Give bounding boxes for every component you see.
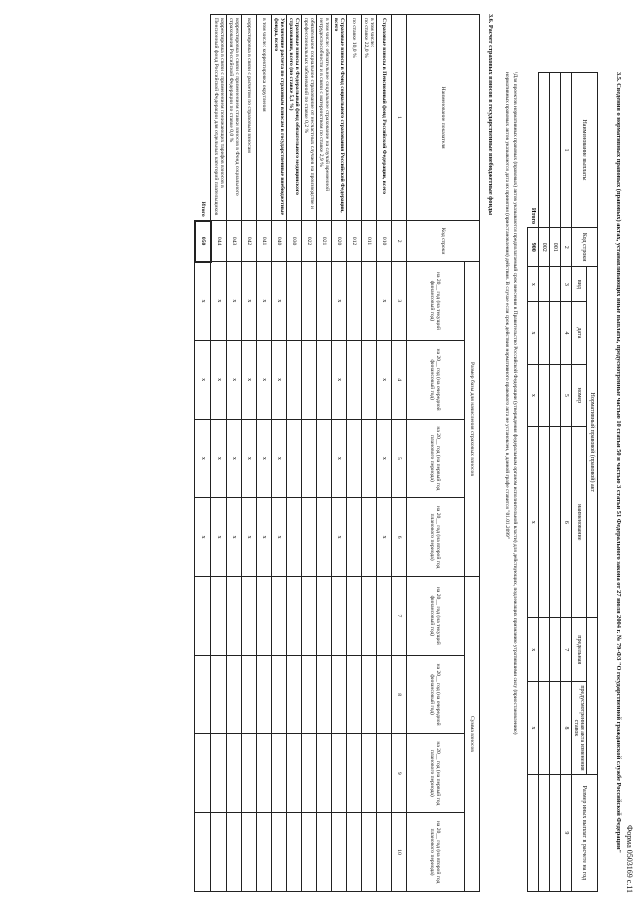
period-current: на 20__ год (на текущий финансовый год) xyxy=(407,576,465,655)
cell xyxy=(317,655,332,734)
cell xyxy=(362,655,377,734)
cell xyxy=(211,813,227,892)
cell xyxy=(332,813,347,892)
col-num: 10 xyxy=(392,813,407,892)
x-mark: x xyxy=(272,340,287,419)
col-num: 4 xyxy=(392,340,407,419)
period-second: на 20__ год (на второй год планового периода) xyxy=(407,498,465,577)
col-num: 4 xyxy=(561,302,572,364)
cell xyxy=(227,813,242,892)
total-row xyxy=(195,15,211,892)
x-mark: x xyxy=(332,419,347,498)
cell xyxy=(377,655,392,734)
x-mark: x xyxy=(377,419,392,498)
cell xyxy=(287,419,302,498)
col-num: 6 xyxy=(561,427,572,618)
row-label: в том числе: по ставке 22,0 % xyxy=(362,15,377,221)
cell xyxy=(242,655,257,734)
section-3-5-title: 3.5. Сведения о нормативных правовых (правовых) актах, устанавливающих иные выплаты, предусмотренные частью 10 статьи 50 и частью 3 статьи 51 Федерального закона от 27 июля 2004 г. № 79-ФЗ "О государственной гражданской службе Российской Федерации" xyxy=(615,72,622,854)
row-code: 012 xyxy=(347,221,362,262)
x-mark: x xyxy=(242,340,257,419)
cell xyxy=(211,655,227,734)
col-num: 2 xyxy=(392,221,407,262)
row-sublabel: по ставке 22,0 % xyxy=(363,18,369,58)
cell xyxy=(317,262,332,341)
row-label: в том числе: обязательное социальное страхование на случай временной нетрудоспособности и в связи с материнством по ставке 2,9 % xyxy=(317,15,332,221)
cell xyxy=(227,576,242,655)
table-3-6 xyxy=(194,14,480,892)
total-row xyxy=(528,73,539,892)
cell xyxy=(195,655,211,734)
cell xyxy=(272,576,287,655)
cell xyxy=(550,682,561,775)
row-code: 041 xyxy=(257,221,272,262)
cell xyxy=(362,734,377,813)
cell xyxy=(317,498,332,577)
table-row xyxy=(242,15,257,892)
row-code: 044 xyxy=(211,221,227,262)
x-mark: x xyxy=(332,340,347,419)
cell xyxy=(302,813,317,892)
cell xyxy=(317,576,332,655)
row-label: Страховые взносы в Федеральный фонд обязательного медицинского страхования, всего (по ставке 5,1 %) xyxy=(287,15,302,221)
x-mark: x xyxy=(528,682,539,775)
col-num: 8 xyxy=(561,682,572,775)
col-header-code: Код строки xyxy=(407,221,480,262)
total-code: 900 xyxy=(528,228,539,267)
x-mark: x xyxy=(211,262,227,341)
x-mark: x xyxy=(528,302,539,364)
x-mark: x xyxy=(332,498,347,577)
cell xyxy=(539,364,550,427)
cell xyxy=(362,813,377,892)
cell xyxy=(242,813,257,892)
col-header-limit: предельная xyxy=(572,618,587,682)
period-next: на 20__ год (на очередной финансовый год) xyxy=(407,340,465,419)
cell xyxy=(539,267,550,302)
table-row xyxy=(211,15,227,892)
cell-code: 002 xyxy=(539,228,550,267)
cell xyxy=(347,576,362,655)
cell xyxy=(302,419,317,498)
cell xyxy=(287,655,302,734)
table-row xyxy=(257,15,272,892)
cell xyxy=(347,655,362,734)
row-label: обязательное социальное страхование от несчастных случаев на производстве и профессиональных заболеваний по ставке 0,2 % xyxy=(302,15,317,221)
cell xyxy=(242,734,257,813)
col-num: 2 xyxy=(561,228,572,267)
x-mark: x xyxy=(528,267,539,302)
table-row xyxy=(332,15,347,892)
cell xyxy=(550,618,561,682)
row-code: 010 xyxy=(377,221,392,262)
form-code: Форма 0503169 с.11 xyxy=(625,824,634,893)
cell xyxy=(257,734,272,813)
row-code: 043 xyxy=(227,221,242,262)
cell xyxy=(332,576,347,655)
cell xyxy=(272,813,287,892)
x-mark: x xyxy=(332,262,347,341)
cell xyxy=(211,576,227,655)
col-header-sum: Сумма взносов xyxy=(465,576,480,891)
cell xyxy=(539,302,550,364)
x-mark: x xyxy=(528,364,539,427)
period-first: на 20__ год (на первый год планового периода) xyxy=(407,734,465,813)
cell xyxy=(257,576,272,655)
table-row xyxy=(302,15,317,892)
col-num: 6 xyxy=(392,498,407,577)
col-header-num: номер xyxy=(572,364,587,427)
cell xyxy=(332,655,347,734)
column-number-row xyxy=(561,73,572,892)
cell xyxy=(347,340,362,419)
cell xyxy=(242,576,257,655)
cell xyxy=(287,262,302,341)
table-3-5 xyxy=(527,72,598,892)
cell-code: 001 xyxy=(550,228,561,267)
cell xyxy=(257,655,272,734)
total-label: Итого xyxy=(199,201,206,217)
x-mark: x xyxy=(195,340,211,419)
cell xyxy=(377,734,392,813)
row-code: 020 xyxy=(332,221,347,262)
cell xyxy=(302,655,317,734)
row-code: 022 xyxy=(302,221,317,262)
cell xyxy=(287,813,302,892)
cell xyxy=(302,340,317,419)
row-code: 042 xyxy=(242,221,257,262)
cell xyxy=(539,774,550,891)
cell xyxy=(362,262,377,341)
row-label: по ставке 10,0 % xyxy=(347,15,362,221)
col-header-rates xyxy=(587,618,598,775)
section-3-6-title: 3.6. Расчет страховых взносов в государственные внебюджетные фонды xyxy=(487,14,494,216)
table-row xyxy=(362,15,377,892)
cell xyxy=(317,813,332,892)
cell xyxy=(317,340,332,419)
cell-name xyxy=(550,73,561,228)
cell xyxy=(377,576,392,655)
x-mark: x xyxy=(195,419,211,498)
cell xyxy=(272,734,287,813)
row-label: Страховые взносы в Фонд социального страхования Российской Федерации, всего xyxy=(332,15,347,221)
row-label: в том числе: корректировка округления xyxy=(257,15,272,221)
cell xyxy=(362,576,377,655)
x-mark: x xyxy=(377,262,392,341)
row-code: 030 xyxy=(287,221,302,262)
x-mark: x xyxy=(272,419,287,498)
col-num: 7 xyxy=(392,576,407,655)
cell xyxy=(302,734,317,813)
x-mark: x xyxy=(195,498,211,577)
cell xyxy=(302,498,317,577)
cell xyxy=(347,262,362,341)
row-label: корректировка в связи с расчетом по страховым взносам xyxy=(242,15,257,221)
x-mark: x xyxy=(242,419,257,498)
cell xyxy=(377,813,392,892)
col-header-date: дата xyxy=(572,302,587,364)
col-num: 5 xyxy=(392,419,407,498)
col-header-naim: наименование xyxy=(572,427,587,618)
x-mark: x xyxy=(227,262,242,341)
table-row xyxy=(317,15,332,892)
cell xyxy=(227,655,242,734)
cell xyxy=(227,734,242,813)
col-num: 5 xyxy=(561,364,572,427)
col-num: 3 xyxy=(392,262,407,341)
table-3-6-body xyxy=(211,15,392,892)
cell xyxy=(317,734,332,813)
cell xyxy=(211,734,227,813)
x-mark: x xyxy=(377,498,392,577)
table-row xyxy=(272,15,287,892)
col-num: 9 xyxy=(392,734,407,813)
x-mark: x xyxy=(227,340,242,419)
x-mark: x xyxy=(227,498,242,577)
col-header-act: Нормативный правовой (правовой) акт xyxy=(587,267,598,618)
footnote-1: ¹Для проектов нормативных правовых (правовых) актов указываются предполагаемый срок внесения в Правительство Российской Федерации (утверждения федеральным органом исполнительной власти) для действующих, подлежащих признанию утратившими силу (приостановлению) xyxy=(512,72,518,735)
cell xyxy=(362,340,377,419)
x-mark: x xyxy=(242,262,257,341)
x-mark: x xyxy=(257,419,272,498)
x-mark: x xyxy=(227,419,242,498)
x-mark: x xyxy=(257,498,272,577)
col-header-name: Наименование выплаты xyxy=(572,73,598,228)
column-number-row xyxy=(392,15,407,892)
total-label: Итого xyxy=(529,207,536,225)
cell xyxy=(550,267,561,302)
table-row xyxy=(347,15,362,892)
cell xyxy=(539,682,550,775)
period-second: на 20__ год (на второй год планового периода) xyxy=(407,813,465,892)
cell xyxy=(347,419,362,498)
col-num: 8 xyxy=(392,655,407,734)
cell xyxy=(550,427,561,618)
cell xyxy=(550,774,561,891)
cell xyxy=(287,734,302,813)
x-mark: x xyxy=(195,262,211,341)
table-row xyxy=(227,15,242,892)
x-mark: x xyxy=(257,340,272,419)
cell xyxy=(347,498,362,577)
cell xyxy=(347,813,362,892)
cell xyxy=(362,419,377,498)
x-mark: x xyxy=(242,498,257,577)
x-mark: x xyxy=(528,618,539,682)
footnote-2: нормативных правовых актов указываются дата их принятия (приостановления) действия. В случае если срок действия нормативного правового акта не установлен, в данной графе ставится "01.01.2099" xyxy=(504,72,510,539)
col-num: 1 xyxy=(561,73,572,228)
cell xyxy=(287,576,302,655)
period-next: на 20__ год (на очередной финансовый год) xyxy=(407,655,465,734)
cell xyxy=(362,498,377,577)
x-mark: x xyxy=(211,340,227,419)
cell xyxy=(302,262,317,341)
cell xyxy=(332,734,347,813)
x-mark: x xyxy=(272,498,287,577)
cell xyxy=(302,576,317,655)
table-row xyxy=(377,15,392,892)
table-row xyxy=(539,73,550,892)
x-mark: x xyxy=(377,340,392,419)
col-header-name: Наименование показателя xyxy=(407,15,480,221)
cell xyxy=(347,734,362,813)
col-num: 1 xyxy=(392,15,407,221)
col-header-base: Размер базы для начисления страховых взносов xyxy=(465,262,480,577)
row-label: Страховые взносы в Пенсионный фонд Российской Федерации, всего xyxy=(377,15,392,221)
cell xyxy=(272,655,287,734)
table-row xyxy=(550,73,561,892)
col-num: 9 xyxy=(561,774,572,891)
x-mark: x xyxy=(528,427,539,618)
period-current: на 20__ год (на текущий финансовый год) xyxy=(407,262,465,341)
col-num: 3 xyxy=(561,267,572,302)
col-header-size: Размер иных выплат в расчете на год xyxy=(572,774,598,891)
row-label: корректировка в связи с применением ставки взносов в Фонд социального страхования Российской Федерации по ставке 0,0 % xyxy=(227,15,242,221)
x-mark: x xyxy=(211,419,227,498)
col-header-vid: вид xyxy=(572,267,587,302)
cell xyxy=(317,419,332,498)
cell xyxy=(287,498,302,577)
cell xyxy=(539,427,550,618)
total-code: 050 xyxy=(195,221,211,262)
cell xyxy=(195,813,211,892)
cell xyxy=(539,618,550,682)
cell xyxy=(550,364,561,427)
col-header-code: Код строки xyxy=(572,228,598,267)
cell xyxy=(257,813,272,892)
col-header-prev: предусмотренная акта изменения ставок xyxy=(572,682,587,775)
cell xyxy=(550,302,561,364)
row-label: Увеличение расчета по страховым взносам в государственные внебюджетные фонды, всего xyxy=(272,15,287,221)
row-code: 021 xyxy=(317,221,332,262)
period-first: на 20__ год (на первый год планового периода) xyxy=(407,419,465,498)
row-code: 040 xyxy=(272,221,287,262)
cell-name xyxy=(539,73,550,228)
cell xyxy=(528,774,539,891)
cell xyxy=(195,576,211,655)
col-num: 7 xyxy=(561,618,572,682)
row-label: корректировка в связи с применением понижающих тарифов взносов в Пенсионный фонд Российской Федерации для отдельных категорий плательщиков xyxy=(211,15,227,221)
table-row xyxy=(287,15,302,892)
cell xyxy=(287,340,302,419)
x-mark: x xyxy=(211,498,227,577)
row-code: 011 xyxy=(362,221,377,262)
x-mark: x xyxy=(272,262,287,341)
x-mark: x xyxy=(257,262,272,341)
cell xyxy=(195,734,211,813)
